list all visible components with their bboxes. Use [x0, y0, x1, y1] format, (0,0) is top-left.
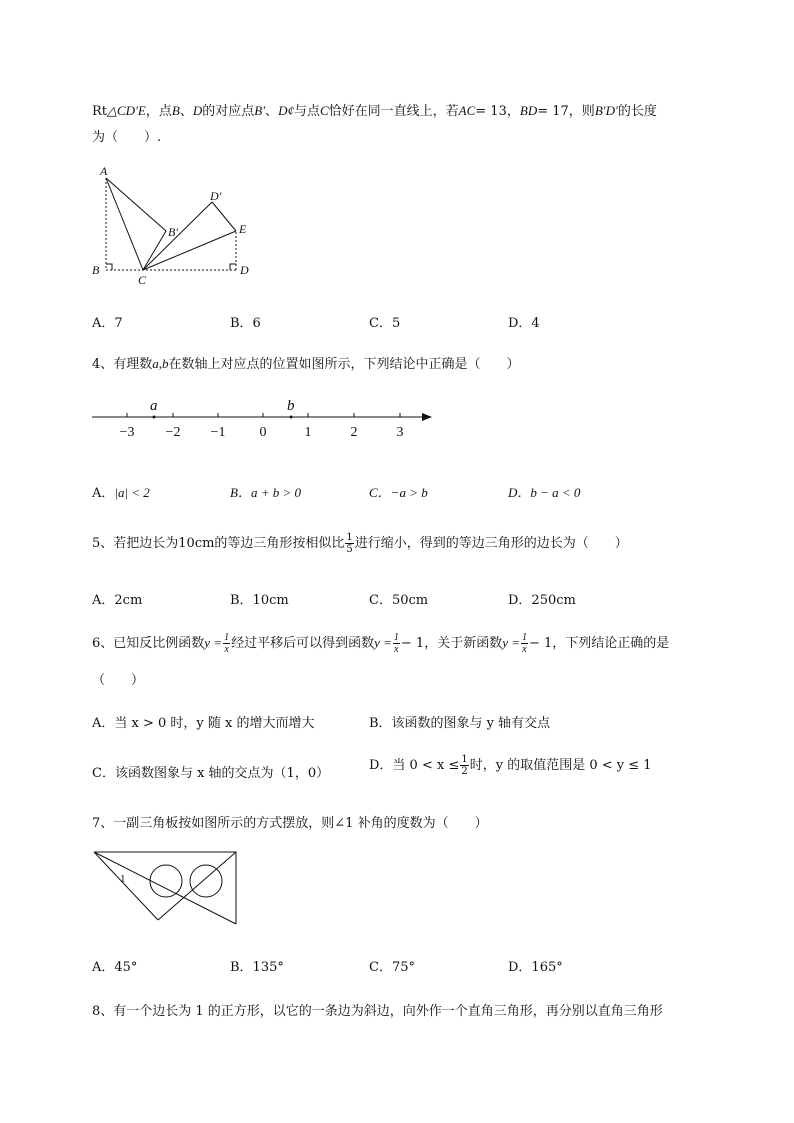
q6-y-eq: y =: [374, 635, 392, 650]
q3-seg-d1e: [212, 202, 236, 231]
q6-y-eq: y =: [502, 635, 520, 650]
q3-option-d[interactable]: D．4: [508, 316, 540, 331]
q6-text: ，关于新函数: [424, 636, 503, 651]
q6-y-eq: y =: [204, 635, 223, 650]
q3-point-d1: D¢: [278, 103, 294, 118]
q3-eq17: = 17: [537, 104, 569, 119]
q8-stem: 8、有一个边长为 1 的正方形，以它的一条边为斜边，向外作一个直角三角形，再分别以直角三角形: [92, 1004, 663, 1019]
q7-option-a[interactable]: A．45°: [92, 960, 138, 975]
q5-option-d[interactable]: D．250cm: [508, 593, 576, 608]
q3-label-b1: B′: [168, 225, 178, 239]
q3-bd1: B′D′: [594, 103, 618, 118]
q7-circle-right: [190, 865, 222, 897]
q3-text: ，点: [145, 104, 172, 119]
q3-point-c: C: [319, 103, 329, 118]
q3-triangle: △CD′E: [107, 103, 146, 118]
q6-option-c[interactable]: C．该函数图象与 x 轴的交点为（1，0）: [92, 766, 330, 781]
q3-label-b: B: [92, 263, 100, 277]
q3-label-d1: D′: [210, 189, 222, 203]
q4-tick-label: 2: [350, 425, 358, 440]
q3-sep: 、: [265, 104, 279, 119]
q7-triangle-2-side: [94, 852, 158, 920]
q4-tick-label: −2: [165, 425, 181, 440]
q3-label-a: A: [100, 164, 108, 178]
q4-text: 4、有理数: [92, 357, 153, 372]
q6-stem-line2: （ ）: [92, 673, 145, 688]
q7-figure: [90, 848, 240, 928]
q3-bd: BD: [519, 103, 538, 118]
q7-triangle-2-side2: [158, 852, 236, 920]
q4-tick-label: 0: [259, 425, 267, 440]
q4-number-line: [90, 394, 440, 442]
q7-option-c[interactable]: C．75°: [369, 960, 415, 975]
q7-option-b[interactable]: B．135°: [230, 960, 284, 975]
q4-option-b[interactable]: B．a + b > 0: [230, 485, 301, 500]
q3-figure: [88, 160, 258, 290]
q3-label-c: C: [138, 273, 147, 287]
q3-text: 的对应点: [202, 104, 255, 119]
q7-option-d[interactable]: D．165°: [508, 960, 563, 975]
q5-ratio-fraction: $\frac{1}{5}$: [346, 532, 353, 555]
q6-option-d[interactable]: [369, 754, 652, 777]
q4-option-d[interactable]: D．b − a < 0: [508, 485, 581, 500]
q3-text: 恰好在同一直线上，若: [328, 104, 459, 119]
q6-option-a[interactable]: A．当 x > 0 时，y 随 x 的增大而增大: [92, 716, 315, 731]
q3-right-angle-b: [106, 264, 112, 270]
q4-text: 在数轴上对应点的位置如图所示，下列结论中正确是（ ）: [168, 357, 520, 372]
q3-option-b[interactable]: B．6: [230, 316, 261, 331]
q7-hypotenuse-1: [94, 852, 236, 924]
q3-text: 与点: [293, 104, 320, 119]
q4-option-c[interactable]: C．−a > b: [369, 485, 428, 500]
q3-stem-line1: [92, 100, 657, 119]
q4-point-a: [153, 416, 156, 419]
q6-option-d-fraction: $\frac{1}{2}$: [461, 754, 468, 777]
q3-text: 的长度: [617, 104, 657, 119]
q5-option-c[interactable]: C．50cm: [369, 593, 429, 608]
q4-label-a: a: [150, 398, 158, 414]
q7-stem: 7、一副三角板按如图所示的方式摆放，则∠1 补角的度数为（ ）: [92, 816, 488, 831]
q4-axis-arrow: [422, 413, 432, 421]
q3-label-d: D: [240, 263, 249, 277]
q3-label-e: E: [239, 222, 247, 236]
q3-right-angle-d: [230, 264, 236, 270]
q3-comma: ，: [506, 104, 520, 119]
q6-text: 6、已知反比例函数: [92, 636, 205, 651]
q4-ab: a,b: [152, 356, 169, 371]
q6-text: 经过平移后可以得到函数: [231, 636, 375, 651]
q6-fraction: $\frac{1}{x}$: [224, 632, 230, 655]
q4-option-a-math: |a| < 2: [114, 485, 150, 500]
q6-text: ，下列结论正确的是: [552, 636, 670, 651]
q3-option-a[interactable]: A．7: [92, 316, 123, 331]
q3-point-d: D: [192, 103, 203, 118]
q6-minus-one: − 1: [400, 636, 425, 651]
q5-stem: [92, 532, 628, 555]
q3-point-b: B: [171, 103, 180, 118]
q3-seg-ac: [106, 178, 143, 270]
q5-option-a[interactable]: A．2cm: [92, 593, 143, 608]
q4-tick-label: 3: [396, 425, 404, 440]
q6-fraction: $\frac{1}{x}$: [522, 632, 527, 655]
q3-stem-line2: 为（ ）.: [92, 130, 162, 145]
q4-label-b: b: [287, 398, 295, 414]
q5-text: 5、若把边长为10cm的等边三角形按相似比: [92, 536, 345, 551]
q4-option-a[interactable]: [92, 482, 150, 501]
q4-stem: [92, 353, 520, 372]
q6-stem-line1: [92, 632, 669, 655]
q4-option-a-prefix: A．: [92, 486, 115, 501]
q5-option-b[interactable]: B．10cm: [230, 593, 289, 608]
q6-option-d-text: D．当 0 < x ≤: [369, 758, 460, 773]
q3-point-b1: B′: [254, 103, 266, 118]
q3-text: ，则: [568, 104, 595, 119]
q3-option-c[interactable]: C．5: [369, 316, 401, 331]
q3-seg-ce: [143, 231, 236, 270]
q6-option-d-text: 时，y 的取值范围是 0 < y ≤ 1: [469, 758, 652, 773]
q6-option-b[interactable]: B．该函数的图象与 y 轴有交点: [369, 716, 551, 731]
q7-angle-label: 1: [120, 873, 126, 885]
q6-fraction: $\frac{1}{x}$: [393, 632, 399, 655]
q6-minus-one: − 1: [529, 636, 553, 651]
q4-tick-label: −3: [119, 425, 135, 440]
q3-sep: 、: [179, 104, 193, 119]
q3-seg-ab1: [106, 178, 166, 231]
q3-text: Rt: [92, 104, 108, 119]
q4-point-b: [290, 416, 293, 419]
q3-ac: AC: [458, 103, 476, 118]
q4-tick-label: −1: [210, 425, 226, 440]
q5-text: 进行缩小，得到的等边三角形的边长为（ ）: [354, 536, 628, 551]
q3-eq13: = 13: [475, 104, 507, 119]
q7-circle-left: [150, 865, 182, 897]
q4-tick-label: 1: [304, 425, 312, 440]
